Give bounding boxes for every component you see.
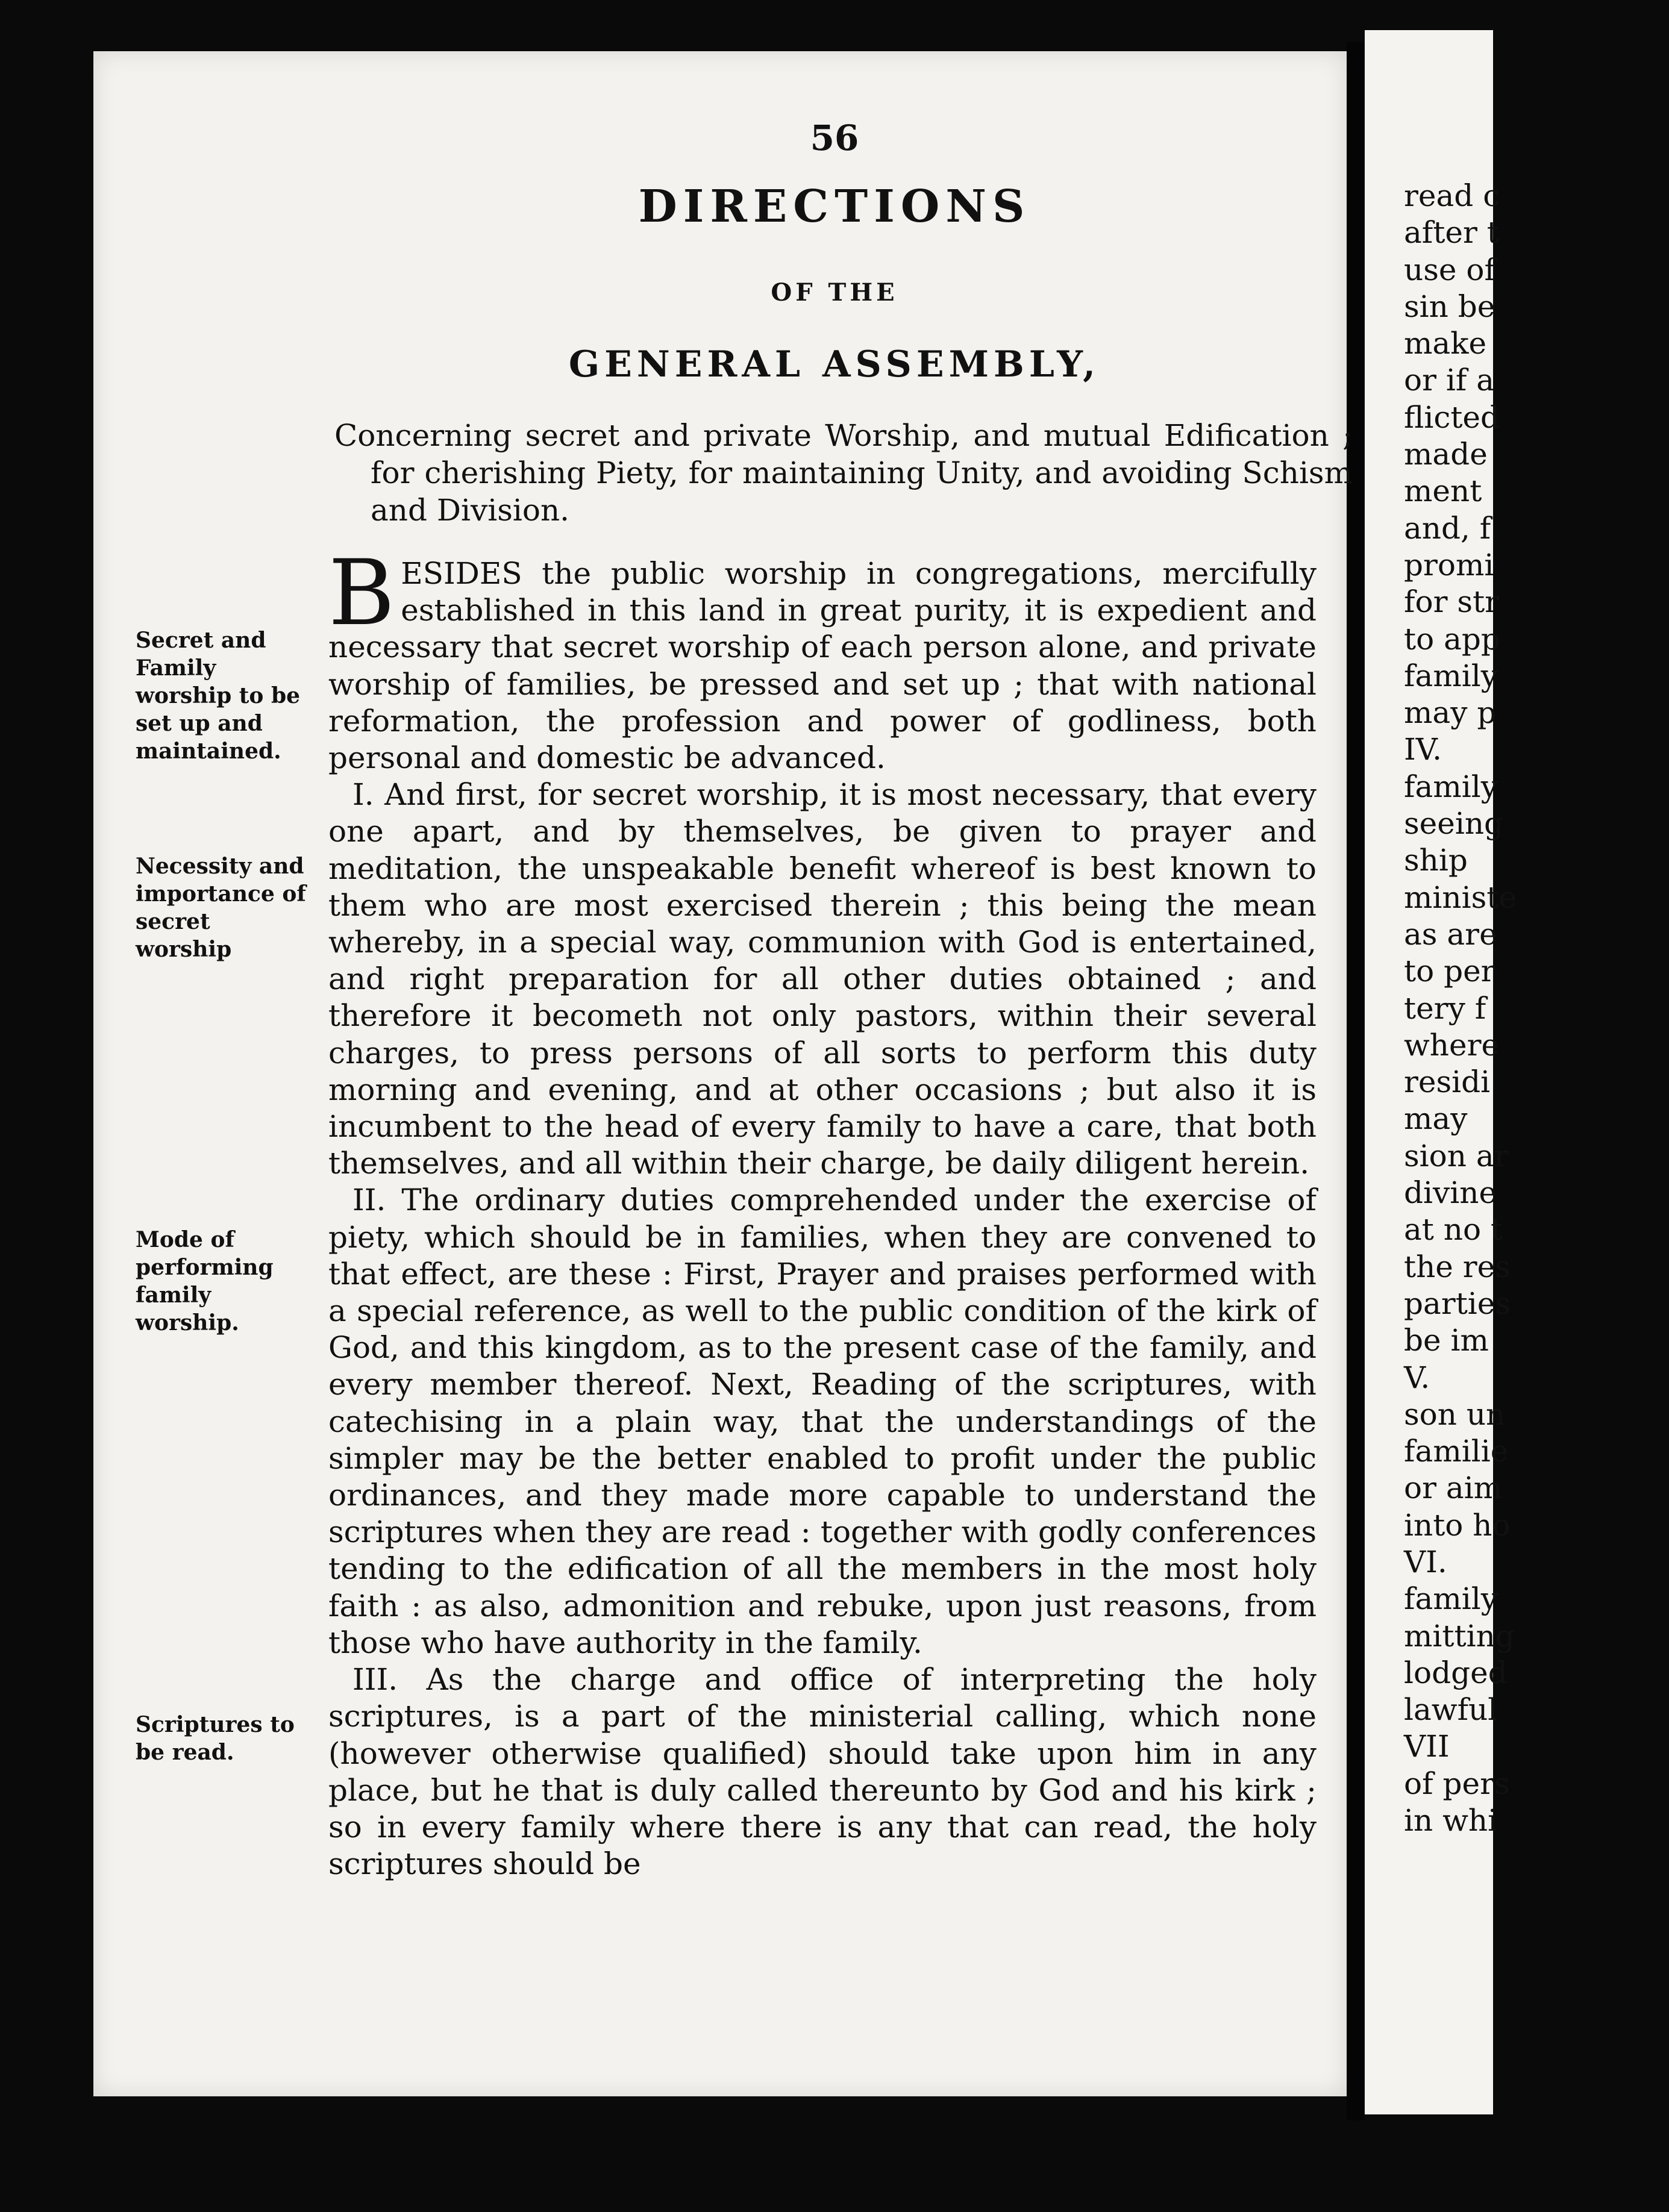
- facing-page-line: mitting: [1404, 1618, 1515, 1654]
- facing-page-line: son un: [1404, 1396, 1506, 1432]
- assembly-title: GENERAL ASSEMBLY,: [568, 343, 1101, 386]
- paragraph-1: I. And first, for secret worship, it is most necessary, that every one apart, and by themselves, be given to prayer and meditation, the unspeakable benefit whereof is best known to them who are most exercised therein ; this being the mean whereby, in a special way, communion with God is entertained, and right preparation for all other duties obtained ; and therefore it becometh not only pastors, within their several charges, to press persons of all sorts to perform this duty morning and evening, and at other occasions ; but also it is incumbent to the head of every family to have a care, that both themselves, and all within their charge, be daily diligent herein.: [328, 777, 1317, 1181]
- margin-note-scriptures: Scriptures to be read.: [136, 1712, 295, 1765]
- facing-page-line: VII: [1404, 1729, 1450, 1764]
- facing-page-line: make: [1404, 326, 1487, 361]
- facing-page-line: residi: [1404, 1064, 1491, 1100]
- facing-page-line: V.: [1404, 1360, 1430, 1395]
- abstract: Concerning secret and private Worship, and mutual Edification ; for cherishing Piety, for maintaining Unity, and avoiding Schism and Division.: [334, 418, 1353, 528]
- facing-page-line: use of: [1404, 252, 1495, 287]
- facing-page-line: to per: [1404, 954, 1495, 989]
- intro-paragraph: [328, 541, 1317, 776]
- page-number: 56: [810, 117, 859, 158]
- facing-page-line: promi: [1404, 547, 1494, 583]
- facing-page-line: family: [1404, 769, 1498, 804]
- body-text: [328, 541, 1317, 1882]
- page-title: DIRECTIONS: [638, 181, 1031, 233]
- facing-page-line: sion ar: [1404, 1138, 1509, 1173]
- facing-page-line: be im: [1404, 1323, 1489, 1358]
- facing-page-line: the res: [1404, 1249, 1511, 1284]
- facing-page-line: and, f: [1404, 510, 1491, 546]
- facing-page-line: in whi: [1404, 1803, 1498, 1839]
- facing-page-line: IV.: [1404, 732, 1442, 767]
- facing-page-line: made: [1404, 437, 1488, 472]
- facing-page-line: for str: [1404, 584, 1500, 620]
- intro-text: ESIDES the public worship in congregations, mercifully established in this land in great purity, it is expedient and necessary that secret worship of each person alone, and private worship of families, be pressed and set up ; that with national reformation, the profession and power of godliness, both personal and domestic be advanced.: [328, 556, 1317, 776]
- paragraph-3: III. As the charge and office of interpreting the holy scriptures, is a part of the ministerial calling, which none (however otherwise qualified) should take upon him in any place, but he that is duly called thereunto by God and his kirk ; so in every family where there is any that can read, the holy scriptures should be: [328, 1662, 1317, 1882]
- facing-page-line: family: [1404, 658, 1498, 693]
- facing-page-line: ment: [1404, 473, 1482, 509]
- facing-page-line: as are: [1404, 916, 1497, 952]
- facing-page-line: read c: [1404, 178, 1500, 213]
- margin-note-family-worship-mode: Mode of performing family worship.: [136, 1227, 274, 1336]
- facing-page-line: divine: [1404, 1175, 1497, 1211]
- title-connector: OF THE: [771, 278, 898, 307]
- facing-page-line: familie: [1404, 1434, 1509, 1469]
- facing-page-line: into ho: [1404, 1507, 1511, 1543]
- facing-page-line: seeing: [1404, 806, 1504, 842]
- facing-page-text: [1404, 178, 1517, 1839]
- facing-page-line: ministe: [1404, 879, 1517, 915]
- facing-page-line: ship: [1404, 843, 1468, 878]
- margin-note-secret-family-worship: Secret and Family worship to be set up and maintained.: [136, 628, 301, 764]
- facing-page-line: parties: [1404, 1286, 1511, 1321]
- facing-page-line: or if a: [1404, 363, 1495, 398]
- facing-page-line: family: [1404, 1581, 1498, 1617]
- margin-note-secret-worship: Necessity and importance of secret worship: [136, 854, 306, 962]
- facing-page-line: VI.: [1404, 1544, 1447, 1579]
- facing-page-line: of pers: [1404, 1766, 1510, 1801]
- facing-page-line: may p: [1404, 695, 1497, 731]
- facing-page-line: tery f: [1404, 990, 1486, 1026]
- facing-page-line: lawful: [1404, 1692, 1498, 1728]
- facing-page-line: where: [1404, 1027, 1500, 1063]
- facing-page-line: flicted: [1404, 399, 1500, 435]
- facing-page-line: after t: [1404, 215, 1499, 251]
- facing-page-line: lodged: [1404, 1655, 1508, 1690]
- facing-page-line: may: [1404, 1101, 1468, 1137]
- facing-page-line: or aim: [1404, 1470, 1503, 1506]
- facing-page-line: at no t: [1404, 1212, 1503, 1248]
- facing-page-line: to app: [1404, 621, 1500, 657]
- drop-cap: B: [328, 541, 395, 646]
- paragraph-2: II. The ordinary duties comprehended under the exercise of piety, which should be in families, when they are convened to that effect, are these : First, Prayer and praises performed with a special reference, as well to the public condition of the kirk of God, and this kingdom, as to the present case of the family, and every member thereof. Next, Reading of the scriptures, with catechising in a plain way, that the understandings of the simpler may be the better enabled to profit under the public ordinances, and they made more capable to understand the scriptures when they are read : together with godly conferences tending to the edification of all the members in the most holy faith : as also, admonition and rebuke, upon just reasons, from those who have authority in the family.: [328, 1183, 1317, 1660]
- facing-page-line: sin be: [1404, 289, 1495, 324]
